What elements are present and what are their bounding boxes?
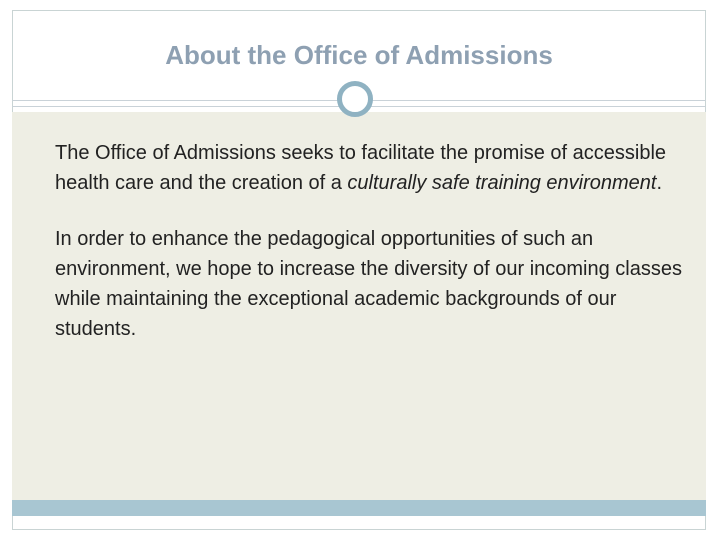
paragraph-mission-text: The Office of Admissions seeks to facilitate the promise of accessible health care and the creation of a — [55, 142, 667, 194]
body-text — [55, 138, 695, 370]
paragraph-mission-end: . — [656, 172, 663, 194]
bottom-accent-bar — [12, 500, 706, 516]
paragraph-mission-emphasis: culturally safe training environment — [347, 172, 657, 194]
circle-ornament-icon — [337, 81, 373, 117]
slide-title: About the Office of Admissions — [165, 40, 553, 70]
paragraph-diversity: In order to enhance the pedagogical opportunities of such an environment, we hope to increase the diversity of our incoming classes while maintaining the exceptional academic backgrounds of our students. — [55, 228, 682, 340]
paragraph-mission — [55, 138, 695, 198]
